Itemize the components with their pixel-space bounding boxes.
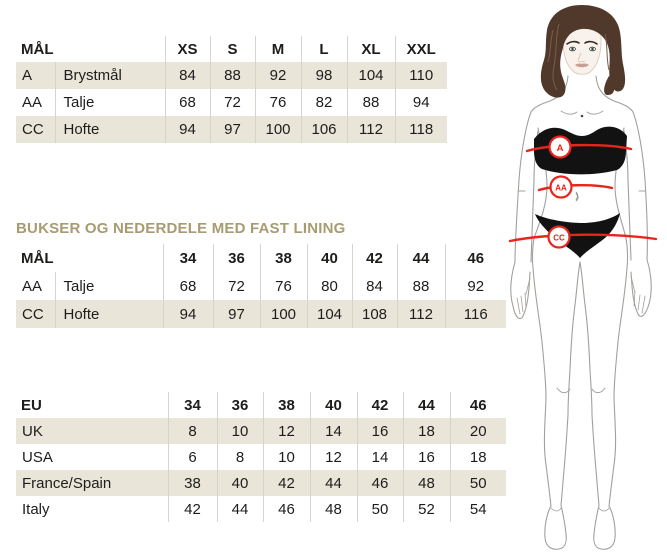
row-label: Brystmål — [55, 62, 165, 89]
row-label: Talje — [55, 272, 163, 300]
size-value: 14 — [310, 418, 357, 444]
table-row — [16, 116, 447, 143]
column-header: 44 — [403, 392, 450, 418]
size-value: 97 — [210, 116, 255, 143]
size-value: 76 — [255, 89, 301, 116]
table-row — [16, 418, 506, 444]
size-value: 68 — [163, 272, 213, 300]
row-code: CC — [16, 116, 55, 143]
row-label: Hofte — [55, 300, 163, 328]
size-value: 44 — [310, 470, 357, 496]
size-value: 82 — [301, 89, 347, 116]
column-header: 46 — [445, 244, 506, 272]
column-header: 40 — [310, 392, 357, 418]
size-value: 118 — [395, 116, 447, 143]
column-header: XXL — [395, 36, 447, 62]
size-value: 112 — [347, 116, 395, 143]
size-value: 72 — [210, 89, 255, 116]
size-value: 50 — [450, 470, 506, 496]
size-value: 50 — [357, 496, 403, 522]
table-row — [16, 300, 506, 328]
column-header: 38 — [263, 392, 310, 418]
size-value: 94 — [395, 89, 447, 116]
column-header: XL — [347, 36, 395, 62]
column-header: 44 — [397, 244, 445, 272]
size-value: 10 — [263, 444, 310, 470]
badge-waist-label: AA — [555, 183, 567, 193]
table-row — [16, 444, 506, 470]
tops-size-table — [16, 36, 447, 143]
size-value: 16 — [357, 418, 403, 444]
size-value: 10 — [217, 418, 263, 444]
row-label: USA — [22, 448, 53, 466]
column-header: 40 — [307, 244, 352, 272]
row-label: UK — [16, 418, 168, 444]
table-row — [16, 272, 506, 300]
size-value: 38 — [168, 470, 217, 496]
size-value: 20 — [450, 418, 506, 444]
header-row — [16, 392, 506, 418]
size-value: 40 — [217, 470, 263, 496]
size-value: 48 — [403, 470, 450, 496]
size-value: 80 — [307, 272, 352, 300]
header-row — [16, 36, 447, 62]
column-header: 36 — [217, 392, 263, 418]
size-value: 116 — [445, 300, 506, 328]
size-value: 104 — [347, 62, 395, 89]
size-value: 88 — [210, 62, 255, 89]
size-value: 8 — [168, 418, 217, 444]
pendant-dot — [581, 115, 584, 118]
size-value: 76 — [260, 272, 307, 300]
size-value: 46 — [357, 470, 403, 496]
row-code: AA — [22, 277, 43, 295]
size-value: 98 — [301, 62, 347, 89]
size-value: 106 — [301, 116, 347, 143]
size-value: 94 — [165, 116, 210, 143]
size-value: 48 — [310, 496, 357, 522]
size-value: 112 — [397, 300, 445, 328]
row-label: Hofte — [55, 116, 165, 143]
table-row — [16, 496, 506, 522]
size-value: 104 — [307, 300, 352, 328]
size-value: 108 — [352, 300, 397, 328]
size-value: 52 — [403, 496, 450, 522]
size-value: 54 — [450, 496, 506, 522]
size-value: 84 — [352, 272, 397, 300]
size-value: 72 — [213, 272, 260, 300]
row-label: Italy — [22, 500, 50, 518]
size-value: 100 — [255, 116, 301, 143]
size-value: 18 — [403, 418, 450, 444]
badge-bust-label: A — [556, 143, 564, 154]
column-header: 34 — [168, 392, 217, 418]
table-row — [16, 470, 506, 496]
size-value: 44 — [217, 496, 263, 522]
size-value: 84 — [165, 62, 210, 89]
column-header: 42 — [357, 392, 403, 418]
size-value: 97 — [213, 300, 260, 328]
column-header: MÅL — [21, 249, 54, 267]
badge-bust — [550, 137, 571, 158]
column-header: 34 — [163, 244, 213, 272]
size-value: 92 — [445, 272, 506, 300]
bottoms-size-table — [16, 244, 506, 328]
column-header: 38 — [260, 244, 307, 272]
size-value: 6 — [168, 444, 217, 470]
column-header: 36 — [213, 244, 260, 272]
size-value: 16 — [403, 444, 450, 470]
size-value: 42 — [263, 470, 310, 496]
row-label: Talje — [55, 89, 165, 116]
row-code: CC — [16, 300, 55, 328]
size-value: 8 — [217, 444, 263, 470]
section-title: BUKSER OG NEDERDELE MED FAST LINING — [16, 220, 346, 237]
column-header: 42 — [352, 244, 397, 272]
column-header: XS — [165, 36, 210, 62]
size-value: 100 — [260, 300, 307, 328]
badge-hip — [549, 227, 570, 248]
badge-waist — [551, 177, 572, 198]
column-header: S — [210, 36, 255, 62]
size-value: 12 — [263, 418, 310, 444]
row-code: AA — [22, 94, 43, 111]
size-value: 92 — [255, 62, 301, 89]
size-value: 94 — [163, 300, 213, 328]
badge-hip-label: CC — [553, 233, 565, 243]
size-value: 46 — [263, 496, 310, 522]
size-value: 88 — [347, 89, 395, 116]
column-header: M — [255, 36, 301, 62]
female-figure-illustration — [505, 0, 667, 555]
size-value: 14 — [357, 444, 403, 470]
table-row — [16, 89, 447, 116]
size-value: 88 — [397, 272, 445, 300]
size-value: 12 — [310, 444, 357, 470]
column-header: EU — [21, 396, 42, 414]
measurement-figure — [505, 0, 667, 555]
tape-end-mark — [576, 192, 578, 200]
header-row — [16, 244, 506, 272]
head — [541, 5, 625, 98]
row-code: A — [16, 62, 55, 89]
size-value: 42 — [168, 496, 217, 522]
row-label: France/Spain — [16, 470, 168, 496]
size-value: 68 — [165, 89, 210, 116]
international-size-table — [16, 392, 506, 522]
column-header: MÅL — [21, 40, 54, 58]
size-value: 18 — [450, 444, 506, 470]
column-header: 46 — [450, 392, 506, 418]
bandeau-top — [534, 127, 627, 175]
column-header: L — [301, 36, 347, 62]
table-row — [16, 62, 447, 89]
size-value: 110 — [395, 62, 447, 89]
